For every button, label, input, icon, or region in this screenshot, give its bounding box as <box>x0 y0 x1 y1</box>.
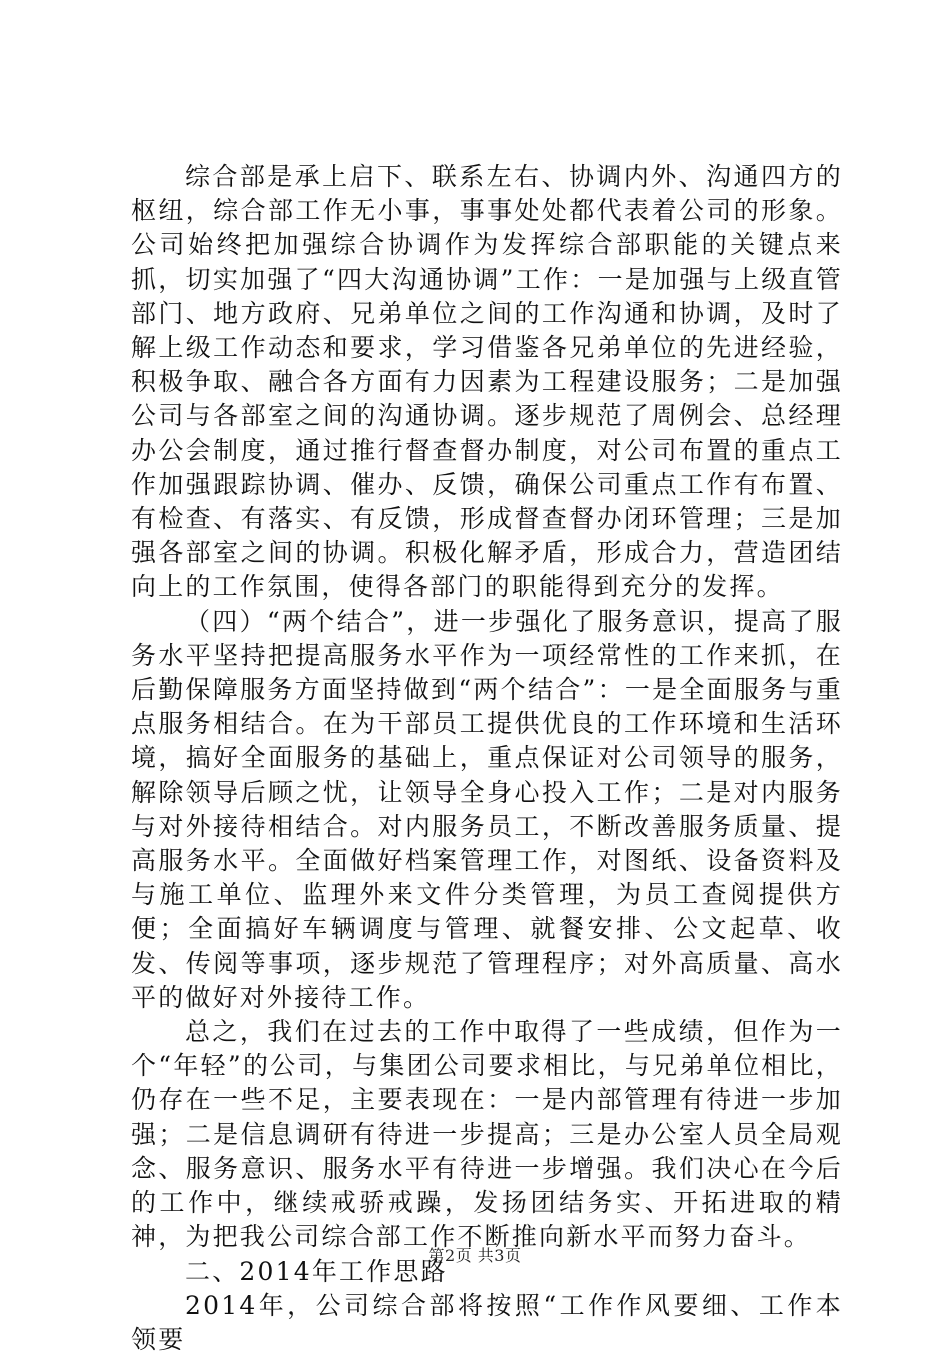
section-heading-2014-plan: 二、2014年工作思路 <box>185 1256 448 1286</box>
paragraph-2014-intro: 2014年，公司综合部将按照“工作作风要细、工作本领要 <box>131 1290 843 1354</box>
paragraph-coordination: 综合部是承上启下、联系左右、协调内外、沟通四方的枢纽，综合部工作无小事，事事处处都代表着公司的形象。公司始终把加强综合协调作为发挥综合部职能的关键点来抓，切实加强了“四大沟通协调”工作：一是加强与上级直管部门、地方政府、兄弟单位之间的工作沟通和协调，及时了解上级工作动态和要求，学习借鉴各兄弟单位的先进经验，积极争取、融合各方面有力因素为工程建设服务；二是加强公司与各部室之间的沟通协调。逐步规范了周例会、总经理办公会制度，通过推行督查督办制度，对公司布置的重点工作加强跟踪协调、催办、反馈，确保公司重点工作有布置、有检查、有落实、有反馈，形成督查督办闭环管理；三是加强各部室之间的协调。积极化解矛盾，形成合力，营造团结向上的工作氛围，使得各部门的职能得到充分的发挥。 <box>131 162 843 602</box>
document-body <box>131 160 843 1357</box>
page-footer: 第2页 共3页 <box>428 1246 522 1265</box>
paragraph-summary: 总之，我们在过去的工作中取得了一些成绩，但作为一个“年轻”的公司，与集团公司要求相比，与兄弟单位相比，仍存在一些不足，主要表现在：一是内部管理有待进一步加强；二是信息调研有待进一步提高；三是办公室人员全局观念、服务意识、服务水平有待进一步增强。我们决心在今后的工作中，继续戒骄戒躁，发扬团结务实、开拓进取的精神，为把我公司综合部工作不断推向新水平而努力奋斗。 <box>131 1017 843 1252</box>
paragraph-two-combinations: （四）“两个结合”，进一步强化了服务意识，提高了服务水平坚持把提高服务水平作为一项经常性的工作来抓，在后勤保障服务方面坚持做到“两个结合”：一是全面服务与重点服务相结合。在为干部员工提供优良的工作环境和生活环境，搞好全面服务的基础上，重点保证对公司领导的服务，解除领导后顾之忧，让领导全身心投入工作；二是对内服务与对外接待相结合。对内服务员工，不断改善服务质量、提高服务水平。全面做好档案管理工作，对图纸、设备资料及与施工单位、监理外来文件分类管理，为员工查阅提供方便；全面搞好车辆调度与管理、就餐安排、公文起草、收发、传阅等事项，逐步规范了管理程序；对外高质量、高水平的做好对外接待工作。 <box>131 606 843 1012</box>
